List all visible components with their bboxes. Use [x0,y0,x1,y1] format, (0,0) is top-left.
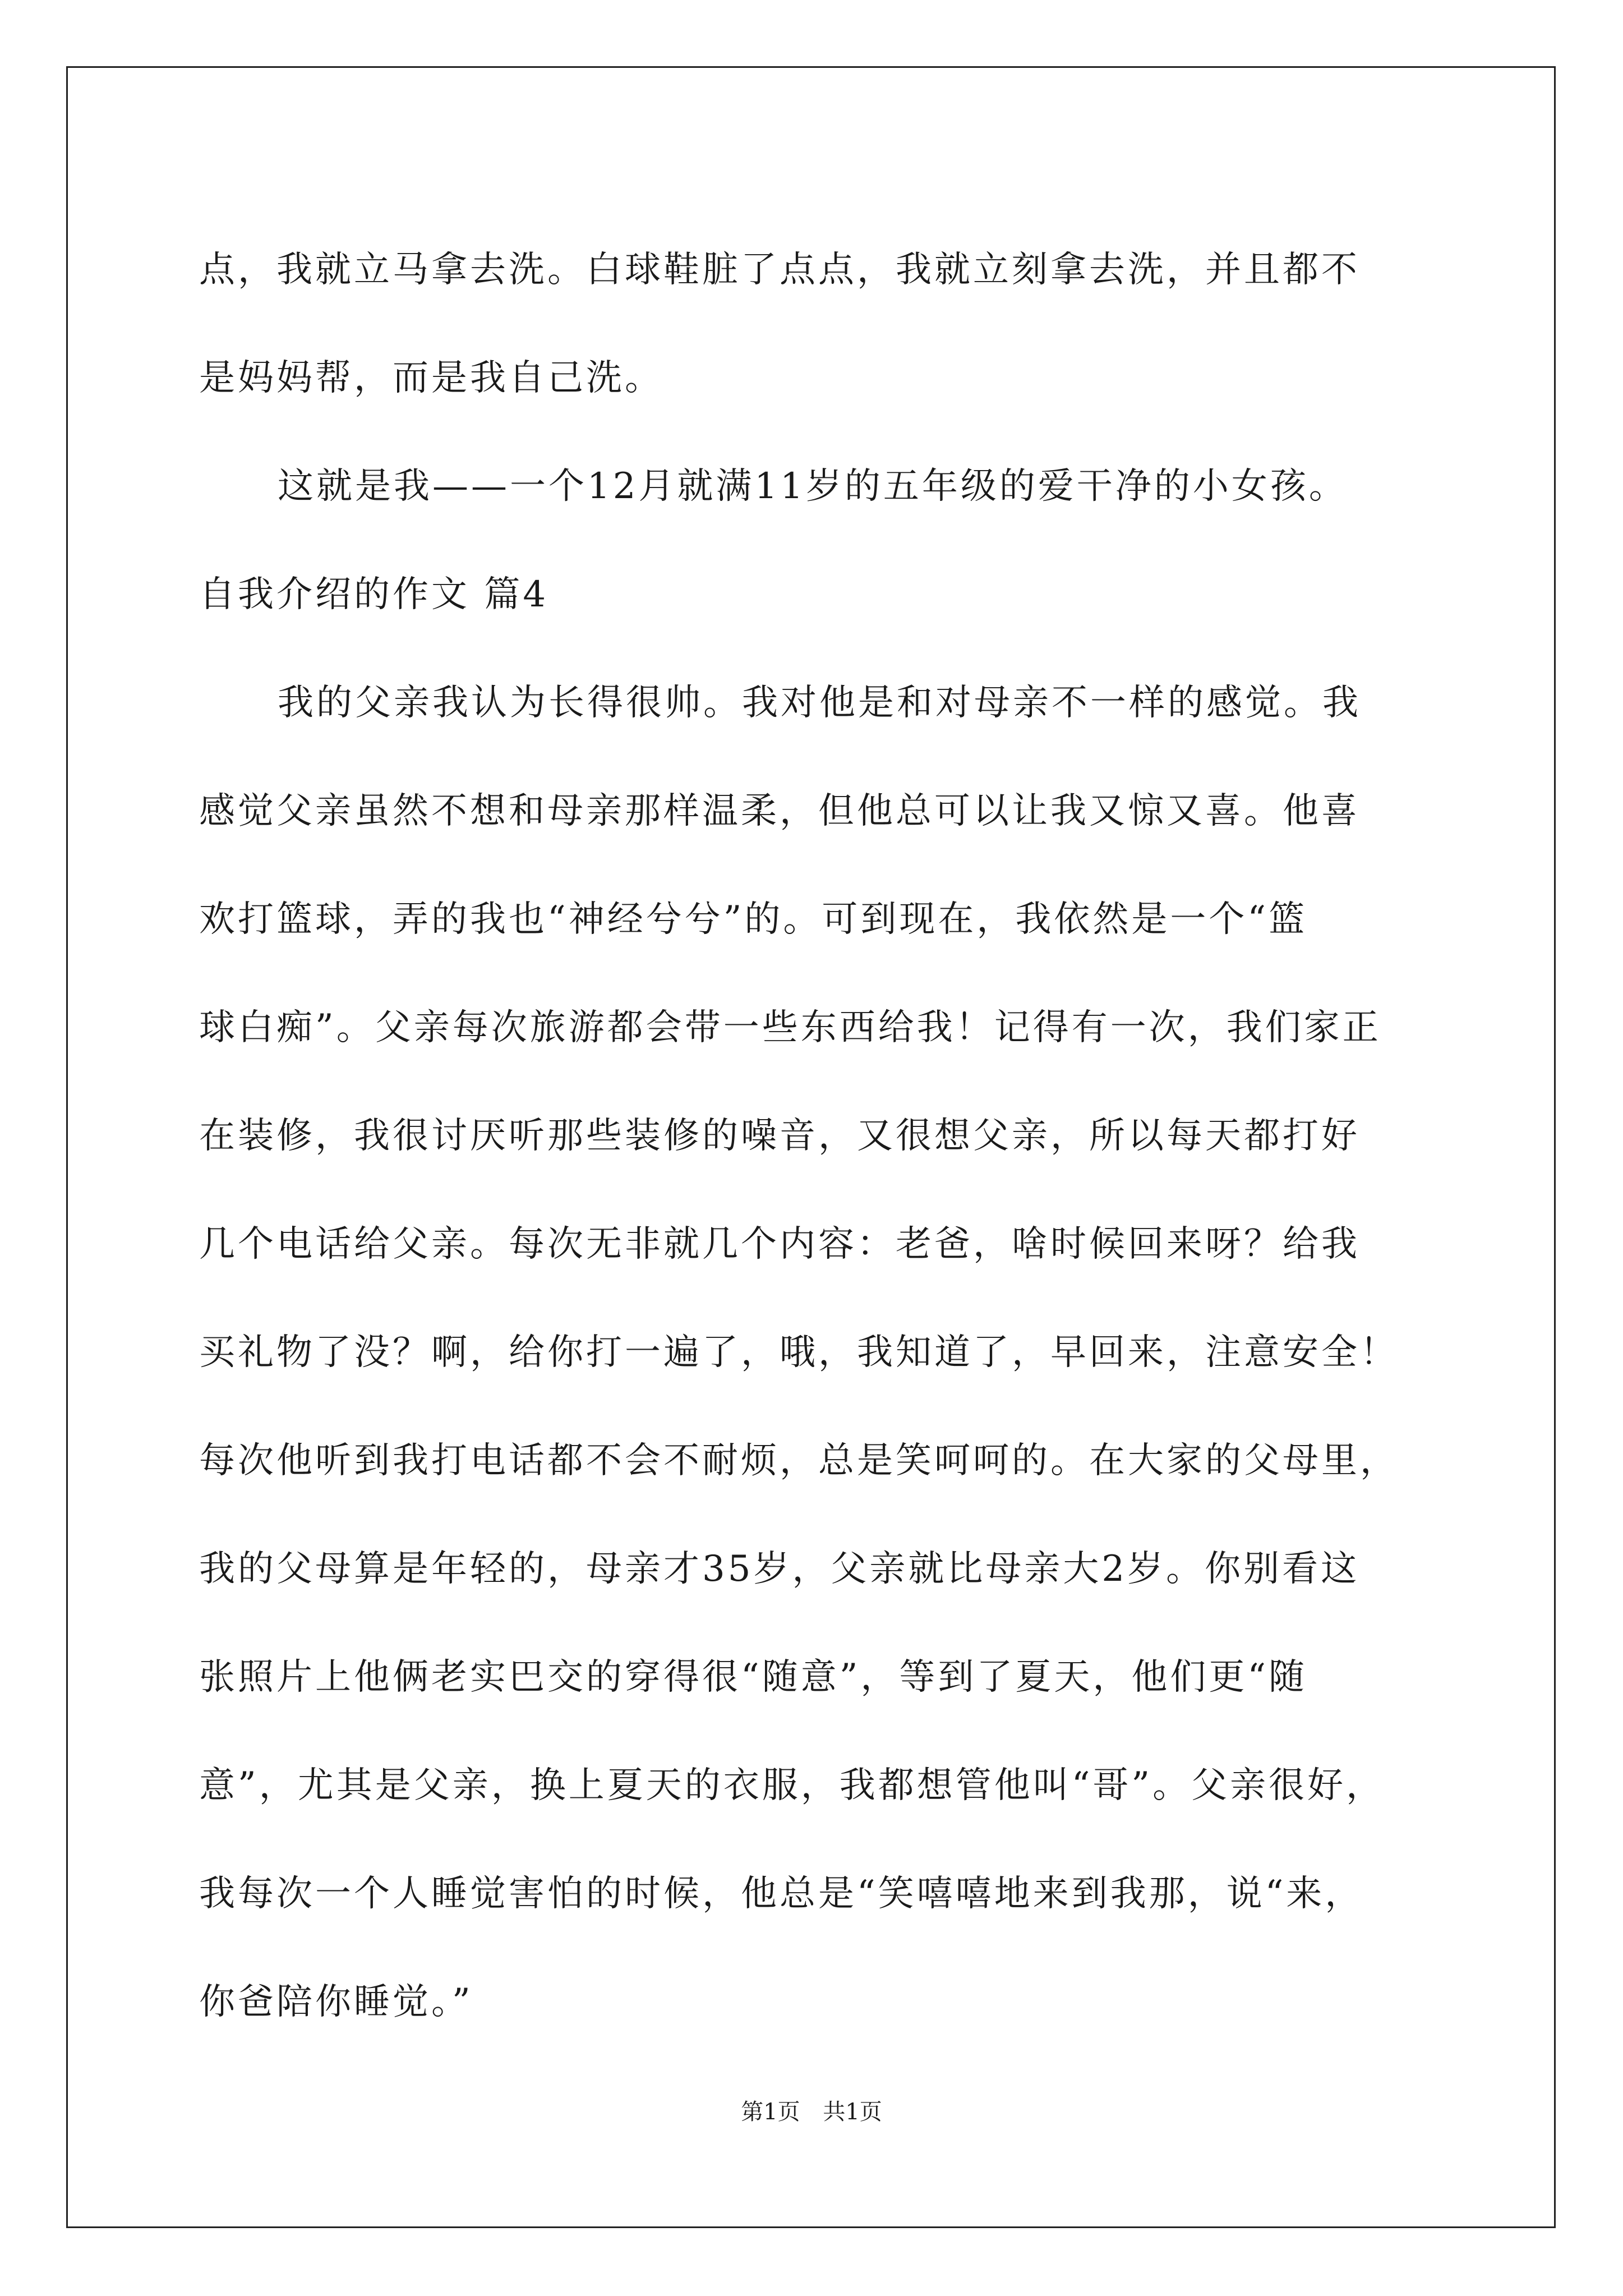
text-line: 在装修，我很讨厌听那些装修的噪音，又很想父亲，所以每天都打好 [199,1115,1360,1157]
text-line: 每次他听到我打电话都不会不耐烦，总是笑呵呵的。在大家的父母里， [199,1440,1399,1481]
text-line: 我的父母算是年轻的，母亲才35岁，父亲就比母亲大2岁。你别看这 [199,1548,1360,1590]
text-line: 球白痴”。父亲每次旅游都会带一些东西给我！记得有一次，我们家正 [199,1007,1381,1048]
page-number-current: 第1页 [741,2099,800,2125]
document-body [199,216,1424,2056]
text-line: 你爸陪你睡觉。” [199,1981,473,2023]
text-line: 我每次一个人睡觉害怕的时候，他总是“笑嘻嘻地来到我那，说“来， [199,1873,1364,1915]
text-line: 欢打篮球，弄的我也“神经兮兮”的。可到现在，我依然是一个“篮 [199,899,1308,940]
text-line: 感觉父亲虽然不想和母亲那样温柔，但他总可以让我又惊又喜。他喜 [199,790,1360,832]
section-heading: 自我介绍的作文 篇4 [199,574,549,615]
page-footer [0,2095,1623,2129]
text-line: 意”，尤其是父亲，换上夏天的衣服，我都想管他叫“哥”。父亲很好， [199,1765,1385,1806]
text-line: 点，我就立马拿去洗。白球鞋脏了点点，我就立刻拿去洗，并且都不 [199,249,1360,291]
text-line: 是妈妈帮，而是我自己洗。 [199,357,663,399]
page-number-total: 共1页 [823,2099,882,2125]
text-line: 几个电话给父亲。每次无非就几个内容：老爸，啥时候回来呀？给我 [199,1223,1360,1265]
text-line: 这就是我——一个12月就满11岁的五年级的爱干净的小女孩。 [278,466,1348,507]
text-line: 我的父亲我认为长得很帅。我对他是和对母亲不一样的感觉。我 [278,682,1361,724]
text-line: 张照片上他俩老实巴交的穿得很“随意”，等到了夏天，他们更“随 [199,1657,1308,1698]
text-line: 买礼物了没？啊，给你打一遍了，哦，我知道了，早回来，注意安全！ [199,1332,1399,1373]
